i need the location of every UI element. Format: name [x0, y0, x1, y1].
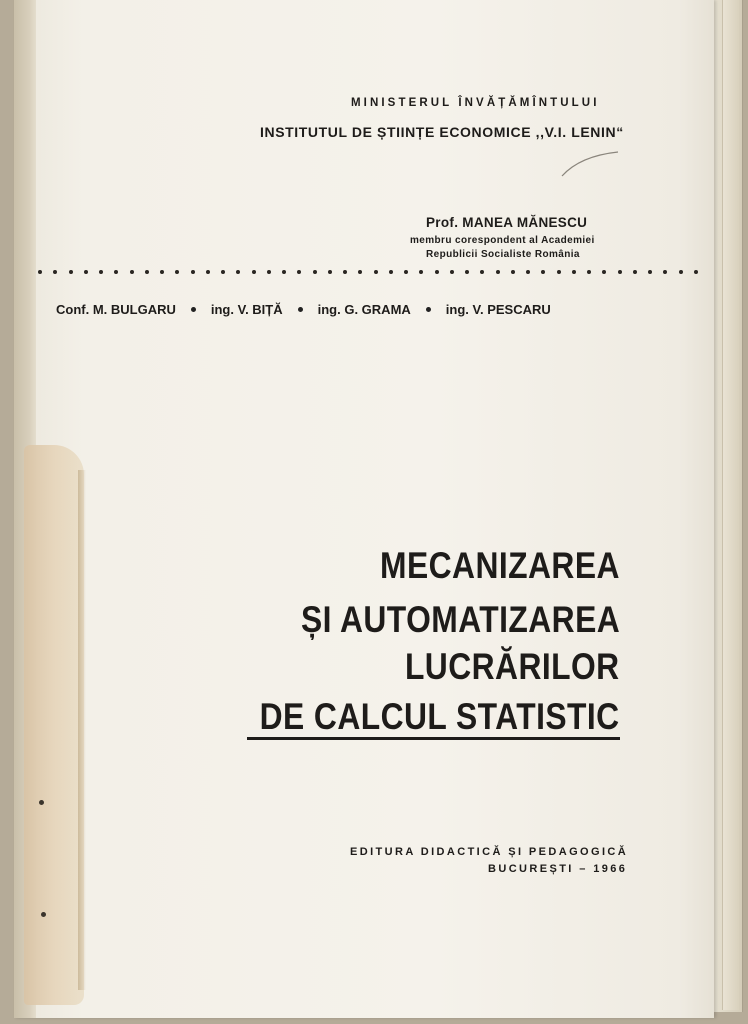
- separator-dot: [511, 270, 515, 274]
- separator-dot: [343, 270, 347, 274]
- separator-dot: [252, 270, 256, 274]
- separator-dot: [175, 270, 179, 274]
- author-name: Conf. M. BULGARU: [56, 302, 176, 317]
- separator-dot: [374, 270, 378, 274]
- separator-dot: [114, 270, 118, 274]
- pen-mark: [560, 150, 620, 180]
- separator-dot: [358, 270, 362, 274]
- torn-edge: [78, 470, 86, 990]
- publisher-city-year: BUCUREȘTI – 1966: [488, 863, 628, 875]
- bullet-separator: [426, 307, 431, 312]
- separator-dot: [221, 270, 225, 274]
- separator-dot: [526, 270, 530, 274]
- binding-hole: [41, 912, 46, 917]
- book-title-line: DE CALCUL STATISTIC: [260, 696, 620, 737]
- coordinator-title-line1: membru corespondent al Academiei: [410, 235, 595, 246]
- separator-dot: [99, 270, 103, 274]
- separator-dot: [38, 270, 42, 274]
- separator-dot: [435, 270, 439, 274]
- bullet-separator: [298, 307, 303, 312]
- separator-dot: [679, 270, 683, 274]
- title-underline: [247, 737, 620, 740]
- separator-dot: [389, 270, 393, 274]
- separator-dot: [191, 270, 195, 274]
- separator-dot: [602, 270, 606, 274]
- author-name: ing. V. BIȚĂ: [210, 302, 283, 317]
- book-title-line: LUCRĂRILOR: [405, 646, 620, 687]
- separator-dot: [53, 270, 57, 274]
- separator-dot: [480, 270, 484, 274]
- back-pages-edge: [722, 0, 739, 1010]
- separator-dot: [297, 270, 301, 274]
- torn-area: [24, 445, 84, 1005]
- separator-dot: [541, 270, 545, 274]
- binding-hole: [39, 800, 44, 805]
- bullet-separator: [191, 307, 196, 312]
- separator-dot: [587, 270, 591, 274]
- separator-dot: [282, 270, 286, 274]
- separator-dot: [419, 270, 423, 274]
- author-name: ing. G. GRAMA: [317, 302, 411, 317]
- coordinator-title-line2: Republicii Socialiste România: [426, 249, 580, 260]
- separator-dot: [130, 270, 134, 274]
- separator-dot: [328, 270, 332, 274]
- separator-dot: [313, 270, 317, 274]
- publisher-name: EDITURA DIDACTICĂ ȘI PEDAGOGICĂ: [350, 846, 629, 858]
- separator-dot: [648, 270, 652, 274]
- separator-dot: [145, 270, 149, 274]
- separator-dot: [236, 270, 240, 274]
- separator-dot: [633, 270, 637, 274]
- separator-dot: [557, 270, 561, 274]
- separator-dot: [496, 270, 500, 274]
- institute-heading: INSTITUTUL DE ȘTIINȚE ECONOMICE ,,V.I. LENIN“: [260, 124, 624, 140]
- ministry-heading: MINISTERUL ÎNVĂȚĂMÎNTULUI: [351, 97, 600, 109]
- separator-dot: [69, 270, 73, 274]
- authors-line: [56, 302, 551, 317]
- separator-dot: [404, 270, 408, 274]
- separator-dot: [160, 270, 164, 274]
- separator-dot: [206, 270, 210, 274]
- separator-dot: [267, 270, 271, 274]
- separator-dot: [450, 270, 454, 274]
- dotted-separator: [38, 268, 698, 276]
- separator-dot: [663, 270, 667, 274]
- separator-dot: [572, 270, 576, 274]
- coordinator-name: Prof. MANEA MĂNESCU: [426, 215, 588, 230]
- book-title-line: MECANIZAREA: [380, 545, 620, 586]
- book-title-line: ȘI AUTOMATIZAREA: [300, 599, 620, 640]
- separator-dot: [465, 270, 469, 274]
- separator-dot: [84, 270, 88, 274]
- author-name: ing. V. PESCARU: [445, 302, 551, 317]
- separator-dot: [618, 270, 622, 274]
- separator-dot: [694, 270, 698, 274]
